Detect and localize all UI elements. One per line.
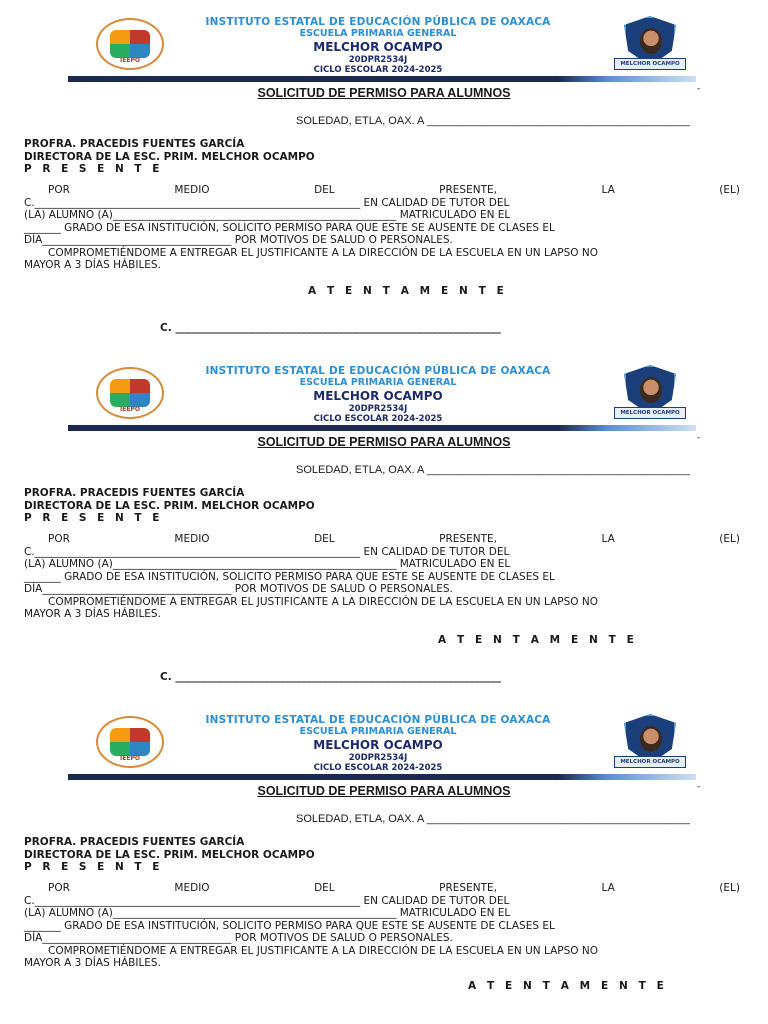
word: DEL <box>314 533 335 545</box>
shield-ribbon: MELCHOR OCAMPO <box>614 407 686 419</box>
ieepo-logo-text: IEEPO <box>120 57 140 64</box>
day-field[interactable]: DÍA____________________________________ POR MOTIVOS DE SALUD O PERSONALES. <box>24 234 453 246</box>
permission-form-2 <box>0 349 768 698</box>
addressee-block <box>24 487 315 525</box>
word: (EL) <box>719 184 740 196</box>
school-code: 20DPR2534J <box>348 55 408 65</box>
signature-field[interactable]: C. ______________________________________________________________ <box>160 322 501 334</box>
present-label: P R E S E N T E <box>24 512 163 524</box>
commitment-line: COMPROMETIÉNDOME A ENTREGAR EL JUSTIFICANTE A LA DIRECCIÓN DE LA ESCUELA EN UN LAPSO NO <box>48 595 598 608</box>
banner-rule <box>68 774 696 780</box>
school-shield-icon <box>614 365 686 423</box>
word: LA <box>601 533 615 545</box>
body-line-1 <box>24 882 740 895</box>
word: PRESENTE, <box>439 533 497 545</box>
present-label: P R E S E N T E <box>24 861 163 873</box>
word: (EL) <box>719 882 740 894</box>
day-field[interactable]: DÍA____________________________________ POR MOTIVOS DE SALUD O PERSONALES. <box>24 932 453 944</box>
institute-name: INSTITUTO ESTATAL DE EDUCACIÓN PÚBLICA DE OAXACA <box>205 714 551 726</box>
grade-field[interactable]: _______ GRADO DE ESA INSTITUCIÓN, SOLICITO PERMISO PARA QUE ESTE SE AUSENTE DE CLASES EL <box>24 919 555 932</box>
place-date-line: SOLEDAD, ETLA, OAX. A ___________________________________________ <box>296 813 690 825</box>
institute-name: INSTITUTO ESTATAL DE EDUCACIÓN PÚBLICA DE OAXACA <box>205 16 551 28</box>
portrait-icon <box>640 726 662 752</box>
word: POR <box>48 882 70 894</box>
school-name: MELCHOR OCAMPO <box>313 40 443 54</box>
addressee-role: DIRECTORA DE LA ESC. PRIM. MELCHOR OCAMPO <box>24 499 315 512</box>
school-cycle: CICLO ESCOLAR 2024-2025 <box>313 763 443 773</box>
student-name-field[interactable]: (LA) ALUMNO (A)______________________________________________________ MATRICULADO EN EL <box>24 907 511 919</box>
ieepo-logo-icon <box>96 716 164 768</box>
word: PRESENTE, <box>439 882 497 894</box>
ieepo-logo-icon <box>96 18 164 70</box>
commitment-line-end: MAYOR A 3 DÍAS HÁBILES. <box>24 608 161 620</box>
corner-mark: - <box>697 84 701 94</box>
banner-rule <box>68 425 696 431</box>
corner-mark: - <box>697 433 701 443</box>
ieepo-emblem-icon <box>110 379 150 407</box>
addressee-name: PROFRA. PRACEDIS FUENTES GARCÍA <box>24 836 245 848</box>
day-field[interactable]: DÍA____________________________________ POR MOTIVOS DE SALUD O PERSONALES. <box>24 583 453 595</box>
school-name: MELCHOR OCAMPO <box>313 389 443 403</box>
grade-field[interactable]: _______ GRADO DE ESA INSTITUCIÓN, SOLICITO PERMISO PARA QUE ESTE SE AUSENTE DE CLASES EL <box>24 221 555 234</box>
school-name: MELCHOR OCAMPO <box>313 738 443 752</box>
school-shield-icon <box>614 16 686 74</box>
header-banner <box>68 8 696 82</box>
header-banner <box>68 706 696 780</box>
place-date-line: SOLEDAD, ETLA, OAX. A ___________________________________________ <box>296 115 690 127</box>
ieepo-logo-text: IEEPO <box>120 755 140 762</box>
commitment-line-end: MAYOR A 3 DÍAS HÁBILES. <box>24 259 161 271</box>
permission-form-3 <box>0 698 768 1024</box>
addressee-block <box>24 138 315 176</box>
commitment-line-end: MAYOR A 3 DÍAS HÁBILES. <box>24 957 161 969</box>
ieepo-logo-text: IEEPO <box>120 406 140 413</box>
ieepo-emblem-icon <box>110 30 150 58</box>
word: DEL <box>314 184 335 196</box>
portrait-icon <box>640 28 662 54</box>
addressee-name: PROFRA. PRACEDIS FUENTES GARCÍA <box>24 487 245 499</box>
word: LA <box>601 882 615 894</box>
school-cycle: CICLO ESCOLAR 2024-2025 <box>313 65 443 75</box>
form-body <box>24 882 740 970</box>
header-text <box>168 714 588 773</box>
commitment-line: COMPROMETIÉNDOME A ENTREGAR EL JUSTIFICANTE A LA DIRECCIÓN DE LA ESCUELA EN UN LAPSO NO <box>48 944 598 957</box>
shield-ribbon: MELCHOR OCAMPO <box>614 756 686 768</box>
corner-mark: - <box>697 782 701 792</box>
body-line-1 <box>24 533 740 546</box>
school-code: 20DPR2534J <box>348 753 408 763</box>
body-line-1 <box>24 184 740 197</box>
closing: A T E N T A M E N T E <box>308 285 508 297</box>
form-body <box>24 533 740 621</box>
form-title: SOLICITUD DE PERMISO PARA ALUMNOS <box>257 435 511 449</box>
ieepo-logo-icon <box>96 367 164 419</box>
tutor-name-field[interactable]: C.______________________________________________________________ EN CALIDAD DE TUTOR DEL <box>24 894 510 907</box>
closing: A T E N T A M E N T E <box>438 634 638 646</box>
closing: A T E N T A M E N T E <box>468 980 668 992</box>
header-text <box>168 16 588 75</box>
form-body <box>24 184 740 272</box>
school-shield-icon <box>614 714 686 772</box>
portrait-icon <box>640 377 662 403</box>
school-cycle: CICLO ESCOLAR 2024-2025 <box>313 414 443 424</box>
word: DEL <box>314 882 335 894</box>
addressee-role: DIRECTORA DE LA ESC. PRIM. MELCHOR OCAMPO <box>24 150 315 163</box>
addressee-block <box>24 836 315 874</box>
form-title: SOLICITUD DE PERMISO PARA ALUMNOS <box>257 86 511 100</box>
word: (EL) <box>719 533 740 545</box>
word: POR <box>48 184 70 196</box>
tutor-name-field[interactable]: C.______________________________________________________________ EN CALIDAD DE TUTOR DEL <box>24 545 510 558</box>
word: MEDIO <box>174 533 210 545</box>
commitment-line: COMPROMETIÉNDOME A ENTREGAR EL JUSTIFICANTE A LA DIRECCIÓN DE LA ESCUELA EN UN LAPSO NO <box>48 246 598 259</box>
signature-field[interactable]: C. ______________________________________________________________ <box>160 671 501 683</box>
word: MEDIO <box>174 184 210 196</box>
banner-rule <box>68 76 696 82</box>
school-code: 20DPR2534J <box>348 404 408 414</box>
shield-ribbon: MELCHOR OCAMPO <box>614 58 686 70</box>
school-type: ESCUELA PRIMARIA GENERAL <box>299 377 457 388</box>
ieepo-emblem-icon <box>110 728 150 756</box>
institute-name: INSTITUTO ESTATAL DE EDUCACIÓN PÚBLICA DE OAXACA <box>205 365 551 377</box>
form-title: SOLICITUD DE PERMISO PARA ALUMNOS <box>257 784 511 798</box>
school-type: ESCUELA PRIMARIA GENERAL <box>299 726 457 737</box>
grade-field[interactable]: _______ GRADO DE ESA INSTITUCIÓN, SOLICITO PERMISO PARA QUE ESTE SE AUSENTE DE CLASES EL <box>24 570 555 583</box>
place-date-line: SOLEDAD, ETLA, OAX. A ___________________________________________ <box>296 464 690 476</box>
word: POR <box>48 533 70 545</box>
tutor-name-field[interactable]: C.______________________________________________________________ EN CALIDAD DE TUTOR DEL <box>24 196 510 209</box>
word: MEDIO <box>174 882 210 894</box>
student-name-field[interactable]: (LA) ALUMNO (A)______________________________________________________ MATRICULADO EN EL <box>24 209 511 221</box>
permission-form-1 <box>0 0 768 349</box>
present-label: P R E S E N T E <box>24 163 163 175</box>
school-type: ESCUELA PRIMARIA GENERAL <box>299 28 457 39</box>
header-text <box>168 365 588 424</box>
student-name-field[interactable]: (LA) ALUMNO (A)______________________________________________________ MATRICULADO EN EL <box>24 558 511 570</box>
header-banner <box>68 357 696 431</box>
addressee-role: DIRECTORA DE LA ESC. PRIM. MELCHOR OCAMPO <box>24 848 315 861</box>
word: LA <box>601 184 615 196</box>
word: PRESENTE, <box>439 184 497 196</box>
addressee-name: PROFRA. PRACEDIS FUENTES GARCÍA <box>24 138 245 150</box>
